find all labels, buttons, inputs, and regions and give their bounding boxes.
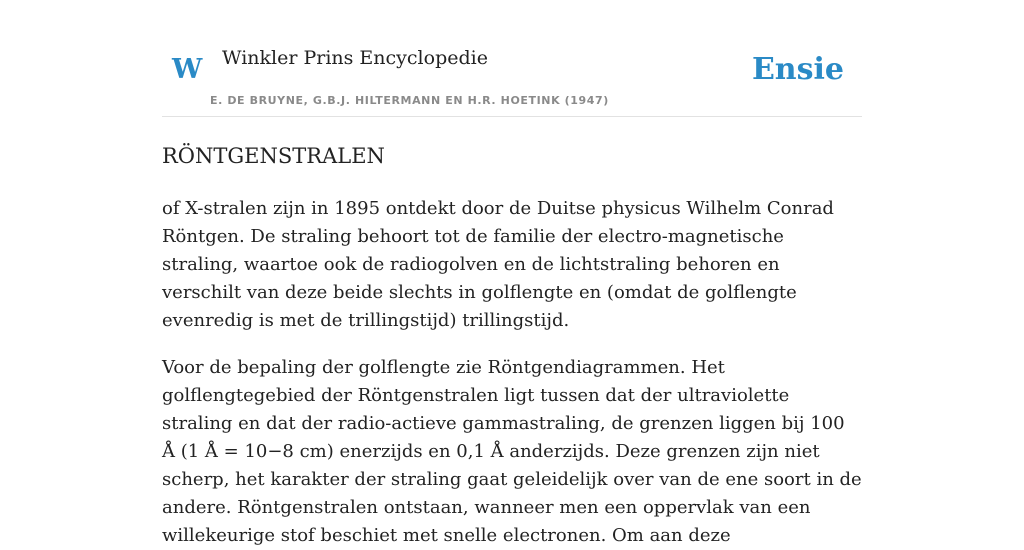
authors-subtitle: E. DE BRUYNE, G.B.J. HILTERMANN EN H.R. HOETINK (1947) [210,94,609,107]
winkler-prins-logo[interactable]: W [172,54,203,85]
ensie-logo[interactable]: Ensie [751,52,844,87]
article-paragraph: of X-stralen zijn in 1895 ontdekt door de Duitse physicus Wilhelm Conrad Röntgen. De straling behoort tot de familie der electro-magnetische straling, waartoe ook de radiogolven en de lichtstraling behoren en verschilt van deze beide slechts in golflengte en (omdat de golflengte evenredig is met de trillingstijd) trillingstijd. [162,198,834,331]
header [162,0,862,117]
site-title[interactable]: Winkler Prins Encyclopedie [222,47,488,69]
article-title: RÖNTGENSTRALEN [162,144,385,168]
page [162,0,862,550]
article-paragraph: Voor de bepaling der golflengte zie Röntgendiagrammen. Het golflengtegebied der Röntgenstralen ligt tussen dat der ultraviolette straling en dat der radio-actieve gammastraling, de grenzen liggen bij 100 Å (1 Å = 10−8 cm) enerzijds en 0,1 Å anderzijds. Deze grenzen zijn niet scherp, het karakter der straling gaat geleidelijk over van de ene soort in de andere. Röntgenstralen ontstaan, wanneer men een oppervlak van een willekeurige stof beschiet met snelle electronen. Om aan deze [162,357,862,546]
